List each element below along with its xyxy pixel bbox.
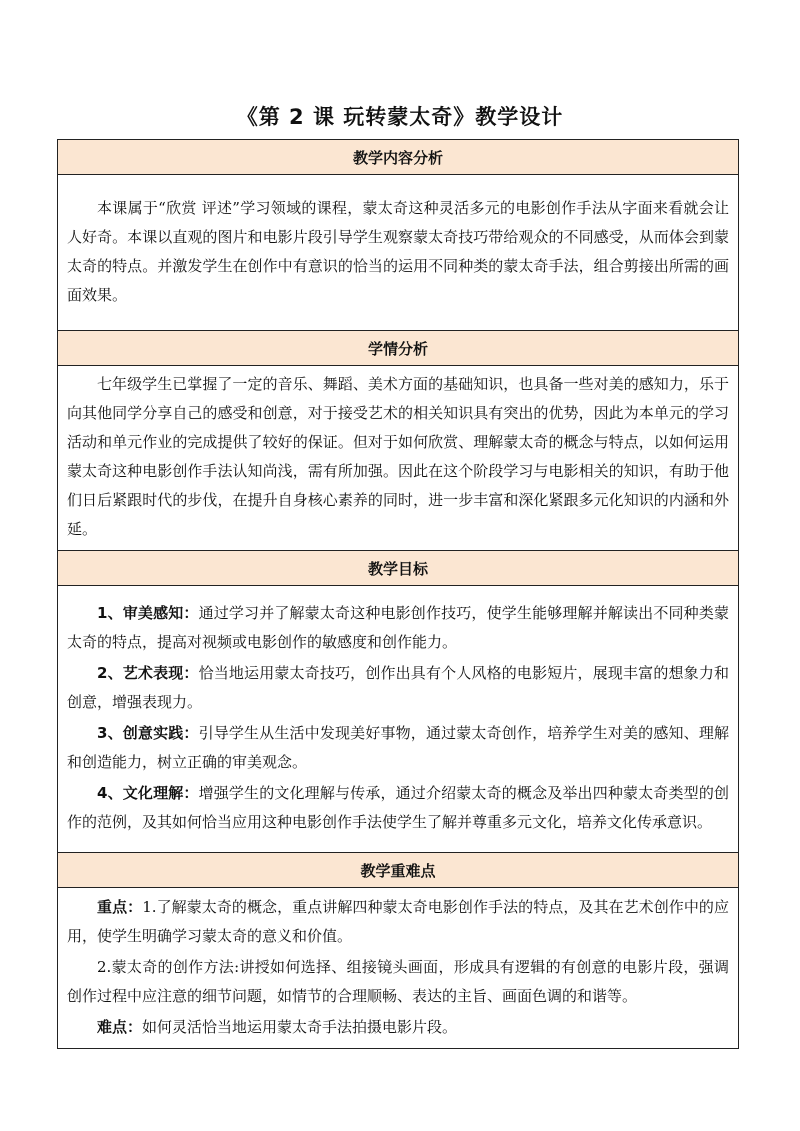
- section-header-row: [58, 853, 739, 888]
- key-point-text: 1.了解蒙太奇的概念，重点讲解四种蒙太奇电影创作手法的特点，及其在艺术创作中的应用，使学生明确学习蒙太奇的意义和价值。: [67, 897, 729, 945]
- learner-analysis-text: 七年级学生已掌握了一定的音乐、舞蹈、美术方面的基础知识，也具备一些对美的感知力，乐于向其他同学分享自己的感受和创意，对于接受艺术的相关知识具有突出的优势，因此为本单元的学习活动和单元作业的完成提供了较好的保证。但对于如何欣赏、理解蒙太奇的概念与特点，以如何运用蒙太奇这种电影创作手法认知尚浅，需有所加强。因此在这个阶段学习与电影相关的知识，有助于他们日后紧跟时代的步伐，在提升自身核心素养的同时，进一步丰富和深化紧跟多元化知识的内涵和外延。: [67, 375, 729, 538]
- key-points-body: [58, 888, 739, 1049]
- section-body-row: [58, 366, 739, 551]
- objective-lead: 4、文化理解：: [97, 784, 199, 802]
- key-point-paragraph: [67, 893, 729, 951]
- objective-text: 引导学生从生活中发现美好事物，通过蒙太奇创作，培养学生对美的感知、理解和创造能力，树立正确的审美观念。: [67, 724, 729, 771]
- key-point-lead: 重点：: [97, 897, 143, 916]
- learner-analysis-heading: 学情分析: [58, 331, 739, 366]
- difficulty-text: 如何灵活恰当地运用蒙太奇手法拍摄电影片段。: [142, 1017, 458, 1036]
- learner-analysis-body: [58, 366, 739, 551]
- content-analysis-heading: 教学内容分析: [58, 140, 739, 175]
- content-analysis-text: 本课属于“欣赏 评述”学习领域的课程，蒙太奇这种灵活多元的电影创作手法从字面来看就会让人好奇。本课以直观的图片和电影片段引导学生观察蒙太奇技巧带给观众的不同感受，从而体会到蒙太奇的特点。并激发学生在创作中有意识的恰当的运用不同种类的蒙太奇手法，组合剪接出所需的画面效果。: [67, 198, 729, 304]
- key-point-paragraph: 2.蒙太奇的创作方法:讲授如何选择、组接镜头画面，形成具有逻辑的有创意的电影片段，强调创作过程中应注意的细节问题，如情节的合理顺畅、表达的主旨、画面色调的和谐等。: [67, 957, 729, 1005]
- objective-lead: 3、创意实践：: [97, 724, 199, 742]
- section-header-row: [58, 551, 739, 586]
- objectives-body: [58, 586, 739, 853]
- section-body-row: [58, 586, 739, 853]
- objective-lead: 2、艺术表现：: [97, 664, 199, 682]
- objective-text: 通过学习并了解蒙太奇这种电影创作技巧，使学生能够理解并解读出不同种类蒙太奇的特点，提高对视频或电影创作的敏感度和创作能力。: [67, 604, 729, 651]
- objective-item: [67, 659, 729, 717]
- objective-text: 恰当地运用蒙太奇技巧，创作出具有个人风格的电影短片，展现丰富的想象力和创意，增强表现力。: [67, 664, 729, 711]
- objective-item: [67, 719, 729, 777]
- key-points-heading: 教学重难点: [58, 853, 739, 888]
- section-header-row: [58, 331, 739, 366]
- lesson-design-table: [57, 139, 739, 1049]
- section-body-row: [58, 175, 739, 331]
- objective-item: [67, 599, 729, 657]
- section-header-row: [58, 140, 739, 175]
- objective-item: [67, 779, 729, 837]
- objective-text: 增强学生的文化理解与传承，通过介绍蒙太奇的概念及举出四种蒙太奇类型的创作的范例，及其如何恰当应用这种电影创作手法使学生了解并尊重多元文化，培养文化传承意识。: [67, 784, 729, 831]
- document-title: 《第 2 课 玩转蒙太奇》教学设计: [236, 105, 564, 129]
- objectives-heading: 教学目标: [58, 551, 739, 586]
- objective-lead: 1、审美感知：: [97, 604, 199, 622]
- section-body-row: [58, 888, 739, 1049]
- difficulty-paragraph: [67, 1013, 729, 1042]
- content-analysis-body: [58, 175, 739, 331]
- difficulty-lead: 难点：: [97, 1017, 143, 1036]
